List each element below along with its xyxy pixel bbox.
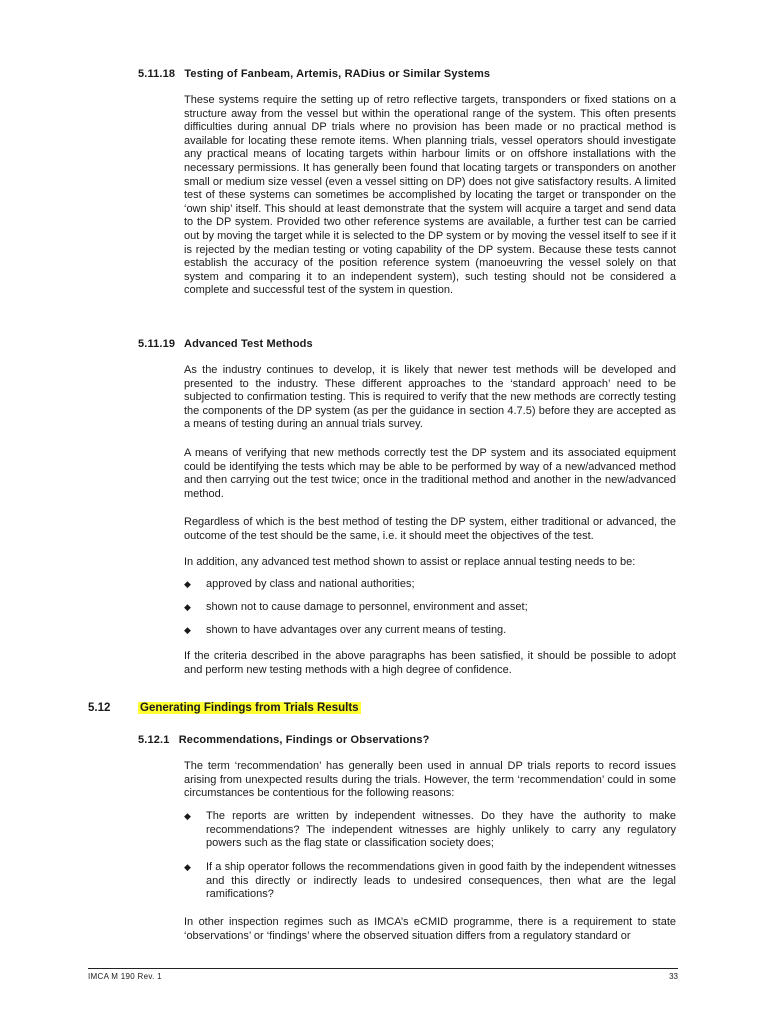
- heading-number: 5.11.19: [138, 338, 176, 350]
- paragraph-5-12-1-1: The term ‘recommendation’ has generally been used in annual DP trials reports to record issues arising from unexpected results during the trials. However, the term ‘recommendation’ could in some circumstances be contentious for the following reasons:: [184, 760, 676, 800]
- bullet-text: If a ship operator follows the recommendations given in good faith by the independent witnesses and this directly or indirectly leads to undesired consequences, then what are the legal ramifications?: [206, 861, 676, 901]
- bullet-item: [184, 601, 676, 615]
- heading-number: 5.12.1: [138, 734, 170, 746]
- bullet-item: [184, 810, 676, 851]
- heading-title: Recommendations, Findings or Observations?: [178, 734, 430, 746]
- heading-5-11-19: [138, 338, 313, 350]
- footer-divider: [88, 968, 678, 969]
- heading-number: 5.11.18: [138, 68, 176, 80]
- bullet-item: [184, 624, 676, 638]
- paragraph-5-12-1-2: In other inspection regimes such as IMCA’s eCMID programme, there is a requirement to state ‘observations’ or ‘findings’ where the observed situation differs from a regulatory standard or: [184, 916, 676, 942]
- paragraph-5-11-19-3: Regardless of which is the best method of testing the DP system, either traditional or advanced, the outcome of the test should be the same, i.e. it should meet the objectives of the test.: [184, 516, 676, 542]
- bullet-text: approved by class and national authorities;: [206, 578, 415, 590]
- bullet-item: [184, 578, 676, 592]
- heading-5-12-1: [138, 734, 429, 746]
- heading-title: Testing of Fanbeam, Artemis, RADius or Similar Systems: [184, 68, 491, 80]
- section-title-highlighted: Generating Findings from Trials Results: [140, 702, 359, 714]
- section-heading-5-12: [88, 702, 361, 714]
- paragraph-5-11-19-2: A means of verifying that new methods correctly test the DP system and its associated equipment could be identifying the tests which may be able to be performed by way of a new/advanced method and then carrying out the test twice; once in the traditional method and another in the new/advanced method.: [184, 447, 676, 500]
- diamond-bullet-icon: ◆: [184, 811, 191, 821]
- diamond-bullet-icon: ◆: [184, 579, 191, 589]
- heading-5-11-18: [138, 68, 490, 80]
- bullet-text: shown to have advantages over any current means of testing.: [206, 624, 507, 636]
- bullet-text: The reports are written by independent witnesses. Do they have the authority to make recommendations? The independent witnesses are highly unlikely to carry any regulatory powers such as the flag state or classification society does;: [206, 810, 676, 850]
- footer-document-reference: IMCA M 190 Rev. 1: [88, 972, 162, 981]
- heading-title: Advanced Test Methods: [183, 338, 313, 350]
- bullet-text: shown not to cause damage to personnel, environment and asset;: [206, 601, 528, 613]
- paragraph-5-11-18: These systems require the setting up of retro reflective targets, transponders or fixed stations on a structure away from the vessel but within the operational range of the system. This often presents difficulties during annual DP trials where no provision has been made or no practical method is available for locating these remote items. When planning trials, vessel operators should investigate any practical means of locating targets within harbour limits or on offshore installations with the necessary permissions. It has generally been found that locating targets or transponders on another small or medium size vessel (even a vessel sitting on DP) does not give satisfactory results. A limited test of these systems can sometimes be accomplished by locating the target or transponder on the ‘own ship’ itself. This should at least demonstrate that the system will acquire a target and send data to the DP system. Provided two other reference systems are available, a further test can be carried out by moving the target while it is selected to the DP system or by moving the vessel itself to see if it is rejected by the median testing or voting capability of the DP system. Because these tests cannot establish the accuracy of the position reference system (manoeuvring the vessel solely on that system and comparing it to an independent system), such testing should not be considered a complete and successful test of the system in question.: [184, 94, 676, 297]
- paragraph-5-11-19-4: In addition, any advanced test method shown to assist or replace annual testing needs to be:: [184, 556, 636, 568]
- paragraph-5-11-19-5: If the criteria described in the above paragraphs has been satisfied, it should be possible to adopt and perform new testing methods with a high degree of confidence.: [184, 650, 676, 676]
- footer-page-number: 33: [669, 972, 678, 981]
- bullet-item: [184, 861, 676, 902]
- section-number: 5.12: [88, 702, 111, 714]
- paragraph-5-11-19-1: As the industry continues to develop, it is likely that newer test methods will be developed and presented to the industry. These different approaches to the ‘standard approach’ need to be subjected to confirmation testing. This is required to verify that the new methods are correctly testing the components of the DP system (as per the guidance in section 4.7.5) before they are accepted as a means of testing during an annual trials survey.: [184, 364, 676, 431]
- diamond-bullet-icon: ◆: [184, 862, 191, 872]
- diamond-bullet-icon: ◆: [184, 602, 191, 612]
- diamond-bullet-icon: ◆: [184, 625, 191, 635]
